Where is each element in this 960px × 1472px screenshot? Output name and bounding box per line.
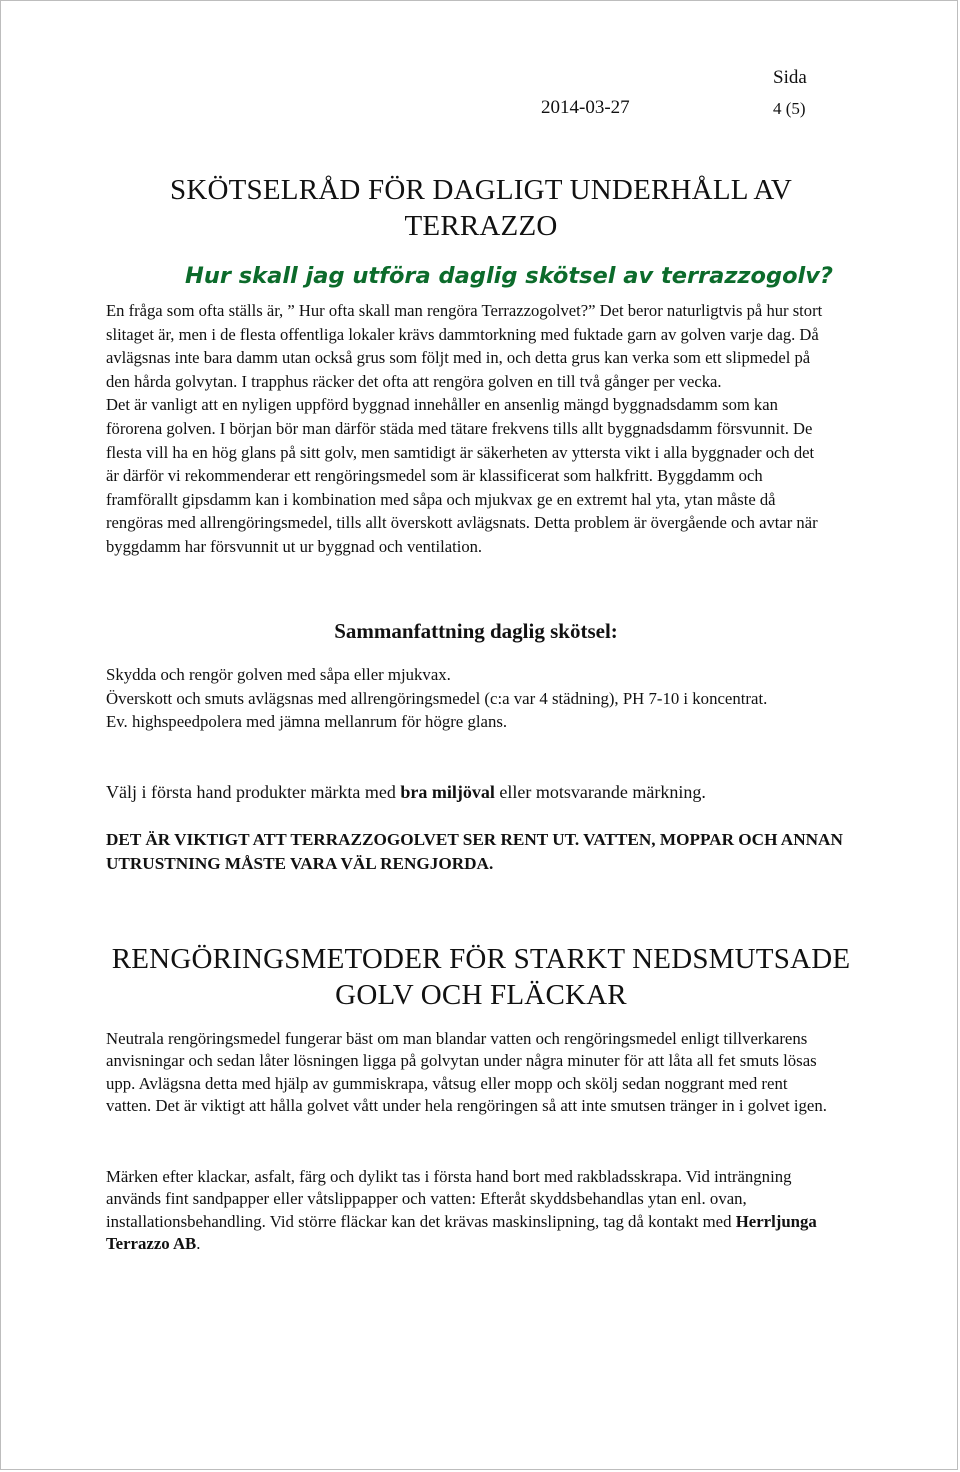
methods-text: Märken efter klackar, asfalt, färg och dylikt tas i första hand bort med rakbladsskrapa. Vid inträngning används fint sandpapper eller våtslippapper och vatten: Efteråt skyddsbehandlas ytan enl. ovan, installationsbehandling. Vid större fläckar kan det krävas maskinslipning, tag då kontakt med xyxy=(106,1167,792,1231)
summary-list xyxy=(106,663,826,734)
section-title-line-2: TERRAZZO xyxy=(404,210,558,242)
summary-item: Överskott och smuts avlägsnas med allrengöringsmedel (c:a var 4 städning), PH 7-10 i koncentrat. xyxy=(106,688,768,708)
section-title-methods xyxy=(81,941,881,1013)
important-notice: DET ÄR VIKTIGT ATT TERRAZZOGOLVET SER RENT UT. VATTEN, MOPPAR OCH ANNAN UTRUSTNING MÅSTE VARA VÄL RENGJORDA. xyxy=(106,830,843,873)
section-title-line-1: SKÖTSELRÅD FÖR DAGLIGT UNDERHÅLL AV xyxy=(170,174,792,206)
eco-advice-text-end: eller motsvarande märkning. xyxy=(494,782,706,802)
methods-paragraph-2 xyxy=(106,1166,836,1256)
section-title-care xyxy=(81,172,881,244)
section-title-line-2: GOLV OCH FLÄCKAR xyxy=(335,979,627,1011)
subtitle-question: Hur skall jag utföra daglig skötsel av terrazzogolv? xyxy=(185,263,833,289)
intro-text xyxy=(106,299,826,559)
intro-paragraph-1: En fråga som ofta ställs är, ” Hur ofta skall man rengöra Terrazzogolvet?” Det beror naturligtvis på hur stort slitaget är, men i de flesta offentliga lokaler krävs dammtorkning med fuktade garn av golven varje dag. Då avlägsnas inte bara damm utan också grus som följt med in, och detta grus kan verka som ett slipmedel på den hårda golvytan. I trapphus räcker det ofta att rengöra golven en till två gånger per vecka. xyxy=(106,301,823,391)
summary-item: Ev. highspeedpolera med jämna mellanrum för högre glans. xyxy=(106,712,508,732)
page-number: 4 (5) xyxy=(773,99,806,118)
methods-paragraph-1: Neutrala rengöringsmedel fungerar bäst om man blandar vatten och rengöringsmedel enligt tillverkarens anvisningar och sedan låter lösningen ligga på golvytan under några minuter för att låta all fet smuts lösas upp. Avlägsna detta med hjälp av gummiskrapa, våtsug eller mopp och skölj sedan noggrant med rent vatten. Det är viktigt att hålla golvet vått under hela rengöringen så att inte smutsen tränger in i golvet igen. xyxy=(106,1029,827,1116)
document-date: 2014-03-27 xyxy=(541,97,630,118)
eco-label-advice xyxy=(106,782,706,803)
section-title-line-1: RENGÖRINGSMETODER FÖR STARKT NEDSMUTSADE xyxy=(111,943,851,975)
intro-paragraph-2: Det är vanligt att en nyligen uppförd byggnad innehåller en ansenlig mängd byggnadsdamm som kan förorena golven. I början bör man därför städa med tätare frekvens tills allt byggnadsdamm försvunnit. De flesta vill ha en hög glans på sitt golv, men samtidigt är säkerheten av yttersta vikt i alla byggnader och det är därför vi rekommenderar ett rengöringsmedel som är klassificerat som halkfritt. Byggdamm och framförallt gipsdamm kan i kombination med såpa och mjukvax ge en extremt hal yta, ytan måste då rengöras med allrengöringsmedel, tills allt överskott avlägsnats. Detta problem är övergående och avtar när byggdamm har försvunnit ut ur byggnad och ventilation. xyxy=(106,395,818,556)
company-name: Herrljunga Terrazzo AB xyxy=(106,1211,817,1254)
eco-label-name: bra miljöval xyxy=(400,782,495,802)
eco-advice-text-start: Välj i första hand produkter märkta med xyxy=(106,782,401,802)
summary-heading: Sammanfattning daglig skötsel: xyxy=(334,619,618,643)
summary-item: Skydda och rengör golven med såpa eller mjukvax. xyxy=(106,665,451,684)
methods-text-end: . xyxy=(196,1234,201,1254)
page-label: Sida xyxy=(773,67,807,88)
